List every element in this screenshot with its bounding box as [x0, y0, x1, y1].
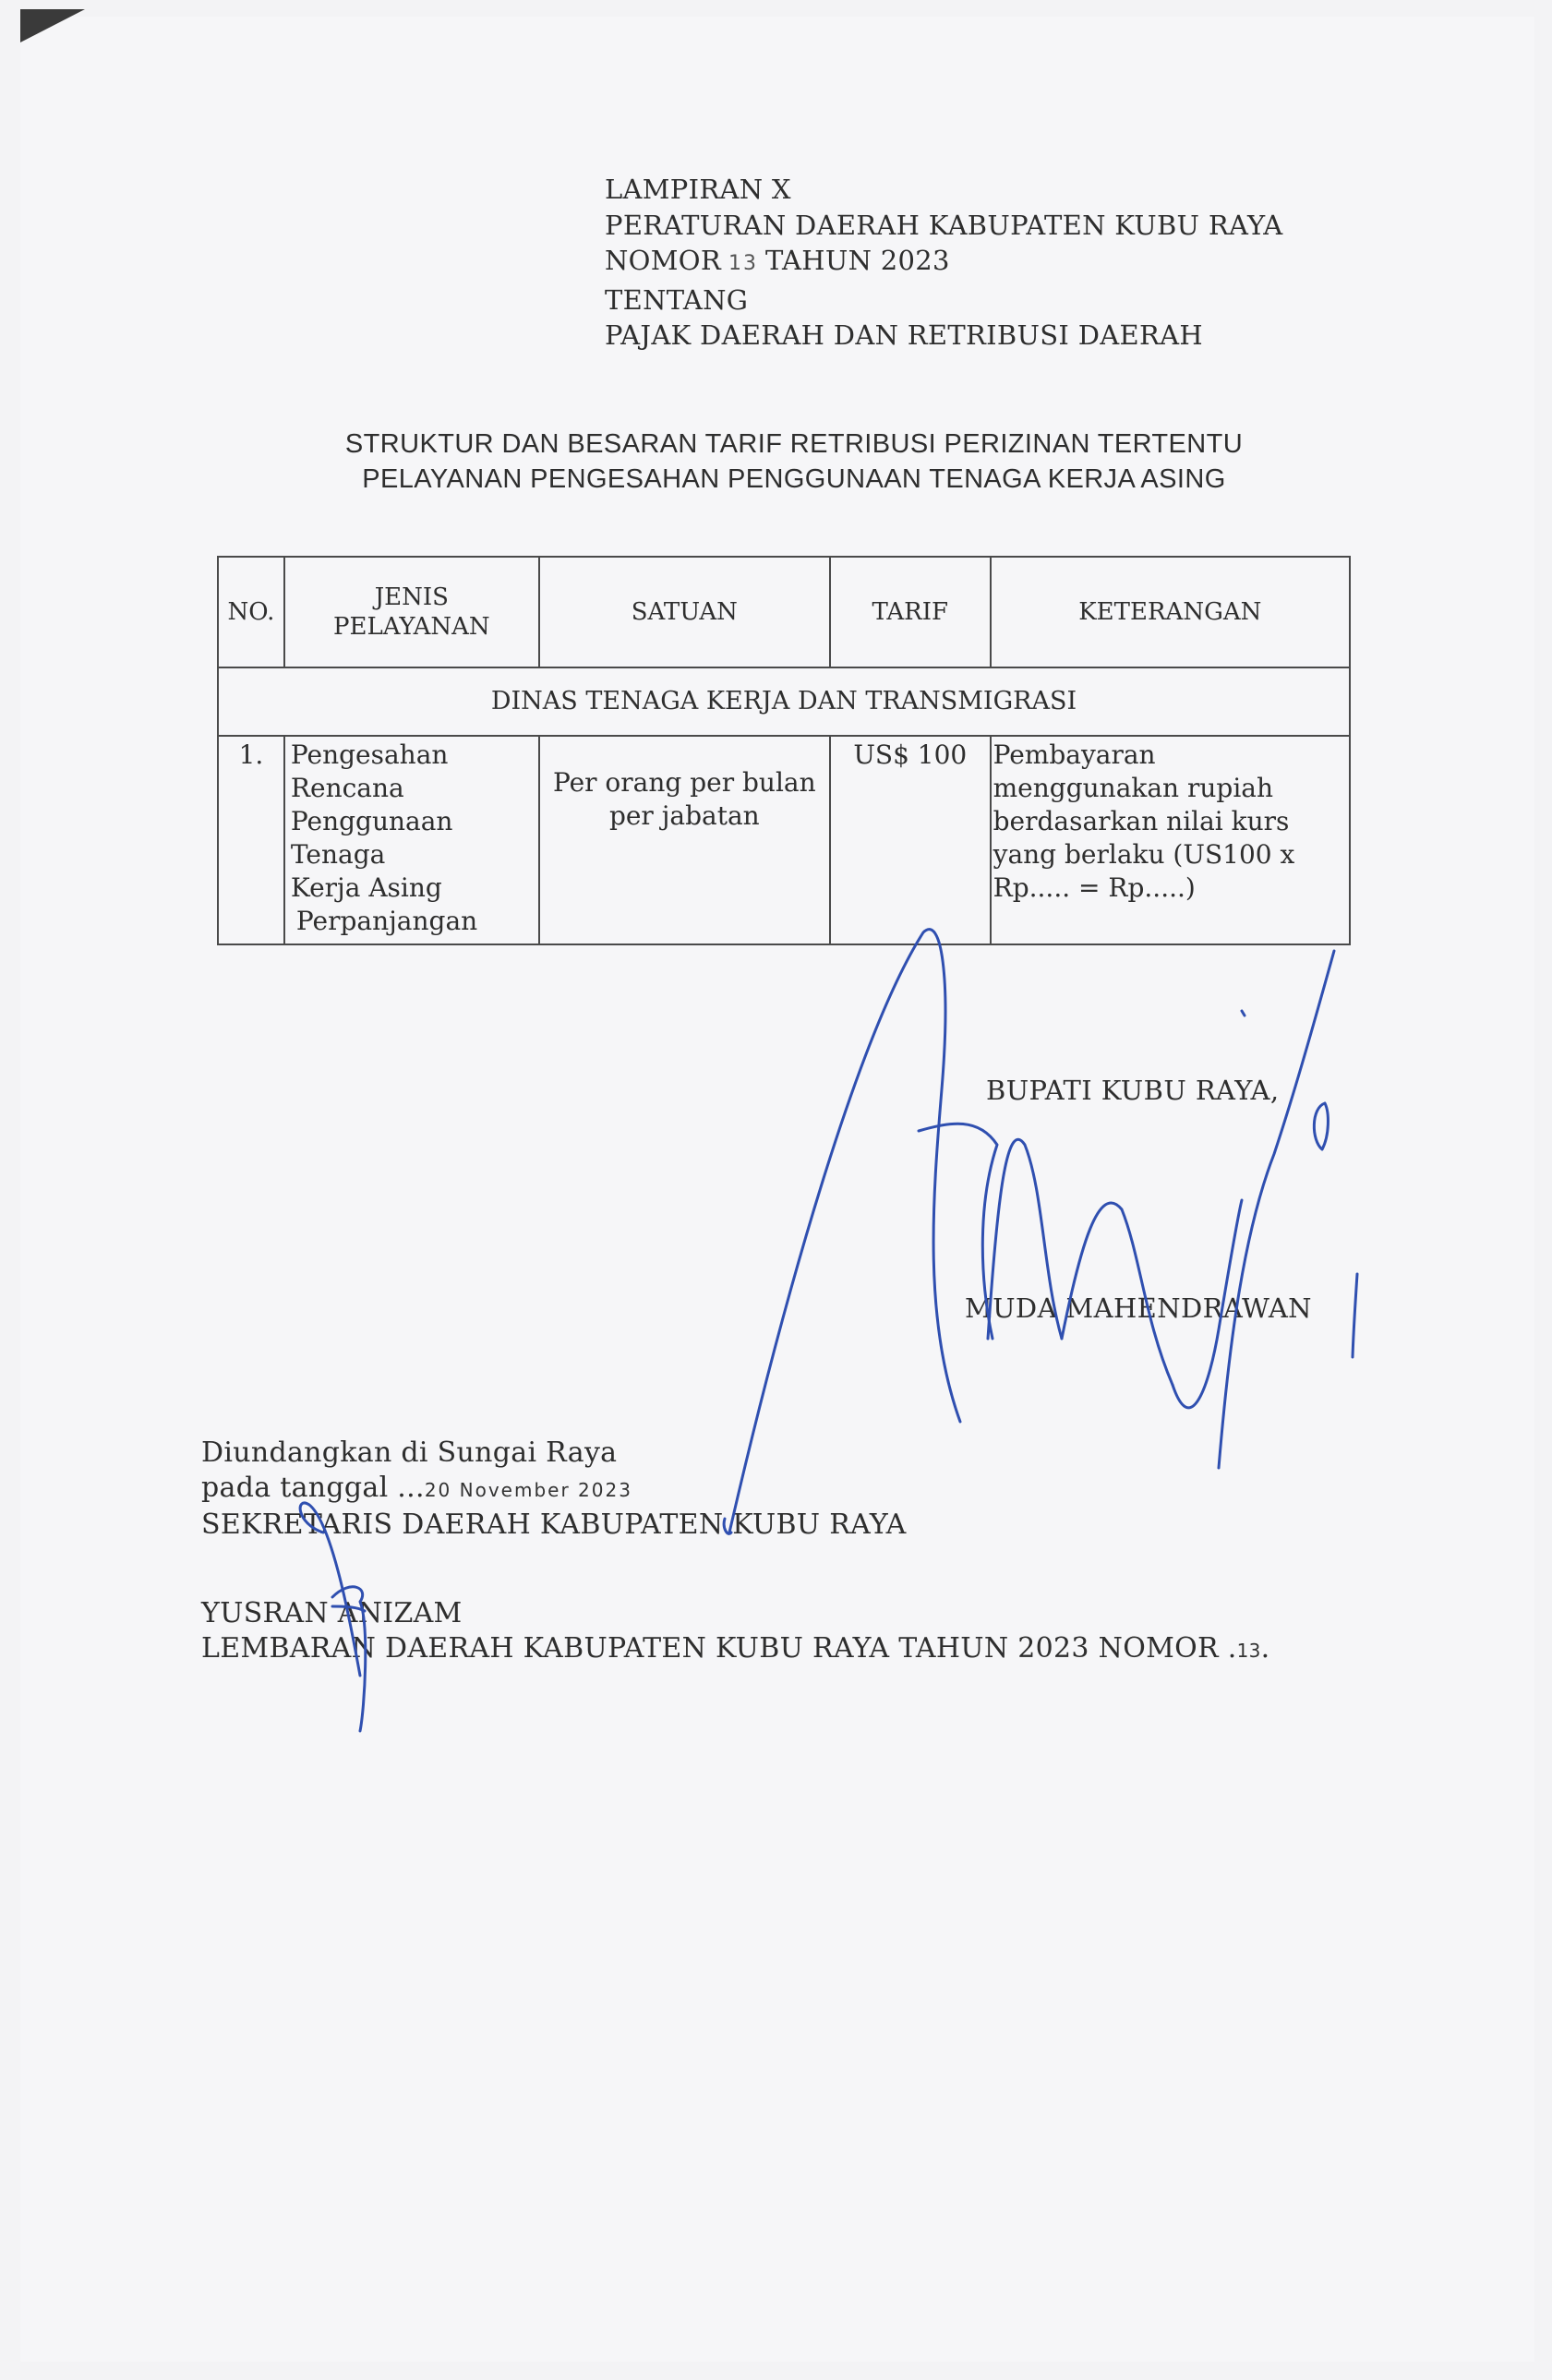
header-tarif: TARIF — [830, 557, 991, 667]
row-no: 1. — [218, 736, 284, 944]
satuan-line: Per orang per bulan — [552, 767, 816, 798]
lampiran-label: LAMPIRAN X — [605, 174, 791, 205]
row-keterangan — [991, 736, 1350, 944]
keterangan-line: Pembayaran — [993, 739, 1156, 770]
row-jenis — [284, 736, 539, 944]
jenis-line: Pengesahan — [290, 739, 449, 770]
promulgation-block — [201, 1436, 1269, 1668]
appendix-header — [605, 172, 1282, 354]
peraturan-label: PERATURAN DAERAH KABUPATEN KUBU RAYA — [605, 209, 1283, 241]
scan-corner-mark — [20, 9, 85, 42]
subject-label: PAJAK DAERAH DAN RETRIBUSI DAERAH — [605, 319, 1203, 351]
lembaran-prefix: LEMBARAN DAERAH KABUPATEN KUBU RAYA TAHUN 2023 NOMOR . — [201, 1632, 1237, 1665]
nomor-handwritten: 13 — [728, 252, 758, 275]
lembaran-suffix: . — [1260, 1632, 1270, 1665]
tentang-label: TENTANG — [605, 283, 749, 316]
signatory-name: MUDA MAHENDRAWAN — [965, 1292, 1312, 1324]
section-row — [218, 667, 1350, 736]
jenis-line: Tenaga — [290, 839, 386, 870]
tariff-table — [217, 556, 1351, 945]
lembaran-line — [201, 1631, 1269, 1668]
header-keterangan: KETERANGAN — [991, 557, 1350, 667]
jenis-line: Penggunaan — [290, 806, 453, 836]
nomor-line — [605, 243, 1282, 282]
keterangan-line: berdasarkan nilai kurs — [993, 806, 1290, 836]
title-line-1: STRUKTUR DAN BESARAN TARIF RETRIBUSI PERIZINAN TERTENTU — [344, 429, 1244, 459]
section-label: DINAS TENAGA KERJA DAN TRANSMIGRASI — [218, 667, 1350, 736]
table-row — [218, 736, 1350, 944]
lembaran-handwritten: 13 — [1236, 1640, 1261, 1662]
tanggal-handwritten: 20 November 2023 — [424, 1479, 632, 1501]
nomor-prefix: NOMOR — [605, 245, 721, 276]
tanggal-line — [201, 1471, 1269, 1508]
row-tarif: US$ 100 — [830, 736, 991, 944]
jenis-line: Kerja Asing — [290, 872, 442, 903]
header-satuan: SATUAN — [539, 557, 830, 667]
table-header-row — [218, 557, 1350, 667]
header-jenis-line1: JENIS — [374, 583, 449, 611]
keterangan-line: yang berlaku (US100 x — [993, 839, 1295, 870]
signatory-title: BUPATI KUBU RAYA, — [986, 1075, 1280, 1106]
sekretaris-name: YUSRAN ANIZAM — [201, 1597, 463, 1629]
document-page — [20, 17, 1534, 2362]
tanggal-prefix: pada tanggal ... — [201, 1472, 425, 1504]
jenis-line: Rencana — [290, 773, 404, 803]
diundangkan-line: Diundangkan di Sungai Raya — [201, 1436, 618, 1469]
header-jenis-line2: PELAYANAN — [332, 613, 490, 641]
keterangan-line: Rp..... = Rp.....) — [993, 872, 1196, 903]
satuan-line: per jabatan — [608, 800, 760, 831]
row-satuan — [539, 736, 830, 944]
header-jenis — [284, 557, 539, 667]
keterangan-line: menggunakan rupiah — [993, 773, 1274, 803]
header-no: NO. — [218, 557, 284, 667]
nomor-suffix: TAHUN 2023 — [764, 245, 950, 276]
document-title — [0, 427, 1552, 497]
title-line-2: PELAYANAN PENGESAHAN PENGGUNAAN TENAGA KERJA ASING — [362, 464, 1226, 494]
jenis-line: Perpanjangan — [295, 906, 478, 936]
sekretaris-line: SEKRETARIS DAERAH KABUPATEN KUBU RAYA — [201, 1509, 907, 1541]
